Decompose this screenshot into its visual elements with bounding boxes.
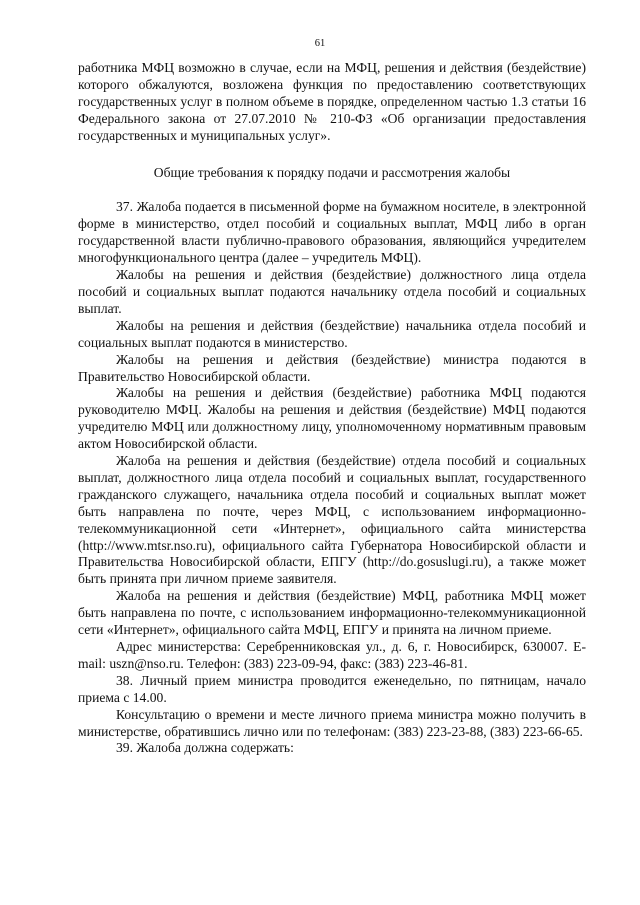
paragraph-complaints-mfc: Жалобы на решения и действия (бездействие) работника МФЦ подаются руководителю МФЦ. Жалобы на решения и действия (бездействие) МФЦ подаются учредителю МФЦ или должностному лицу, уполномоченному нормативным правовым актом Новосибирской области. [78,385,586,452]
paragraph-38: 38. Личный прием министра проводится еженедельно, по пятницам, начало приема с 14.00. [78,672,586,705]
paragraph-complaints-official: Жалобы на решения и действия (бездействие) должностного лица отдела пособий и социальных выплат подаются начальнику отдела пособий и социальных выплат. [78,267,586,316]
paragraph-37: 37. Жалоба подается в письменной форме на бумажном носителе, в электронной форме в министерство, отдел пособий и социальных выплат, МФЦ либо в орган государственной власти публично-правового образования, являющийся учредителем многофункционального центра (далее – учредитель МФЦ). [78,199,586,266]
paragraph-complaints-minister: Жалобы на решения и действия (бездействие) министра подаются в Правительство Новосибирской области. [78,351,586,384]
paragraph-complaints-head: Жалобы на решения и действия (бездействие) начальника отдела пособий и социальных выплат подаются в министерство. [78,317,586,350]
paragraph-39: 39. Жалоба должна содержать: [116,740,294,756]
section-heading: Общие требования к порядку подачи и рассмотрения жалобы [153,164,511,180]
paragraph-mfc-submission: Жалоба на решения и действия (бездействие) МФЦ, работника МФЦ может быть направлена по почте, с использованием информационно-телекоммуникационной сети «Интернет», официального сайта МФЦ, ЕПГУ и принята на личном приеме. [78,588,586,638]
document-body [78,60,586,757]
page-number: 61 [314,38,326,49]
paragraph-consultation: Консультацию о времени и месте личного приема министра можно получить в министерстве, обратившись лично или по телефонам: (383) 223-23-88, (383) 223-66-65. [78,706,586,739]
paragraph-continuation: работника МФЦ возможно в случае, если на МФЦ, решения и действия (бездействие) которого обжалуются, возложена функция по предоставлению соответствующих государственных услуг в полном объеме в порядке, определенном частью 1.3 статьи 16 Федерального закона от 27.07.2010 № 210-ФЗ «Об организации предоставления государственных и муниципальных услуг». [78,60,586,143]
paragraph-ministry-address: Адрес министерства: Серебренниковская ул., д. 6, г. Новосибирск, 630007. E-mail: uszn@nso.ru. Телефон: (383) 223-09-94, факс: (383) 223-46-81. [78,639,586,671]
paragraph-submission-channels: Жалоба на решения и действия (бездействие) отдела пособий и социальных выплат, должностного лица отдела пособий и социальных выплат, государственного гражданского служащего, начальника отдела пособий и социальных выплат может быть направлена по почте, через МФЦ, с использованием информационно-телекоммуникационной сети «Интернет», официального сайта министерства (http://www.mtsr.nso.ru), официального сайта Губернатора Новосибирской области и Правительства Новосибирской области, ЕПГУ (http://do.gosuslugi.ru), а также может быть принята при личном приеме заявителя. [78,453,586,587]
